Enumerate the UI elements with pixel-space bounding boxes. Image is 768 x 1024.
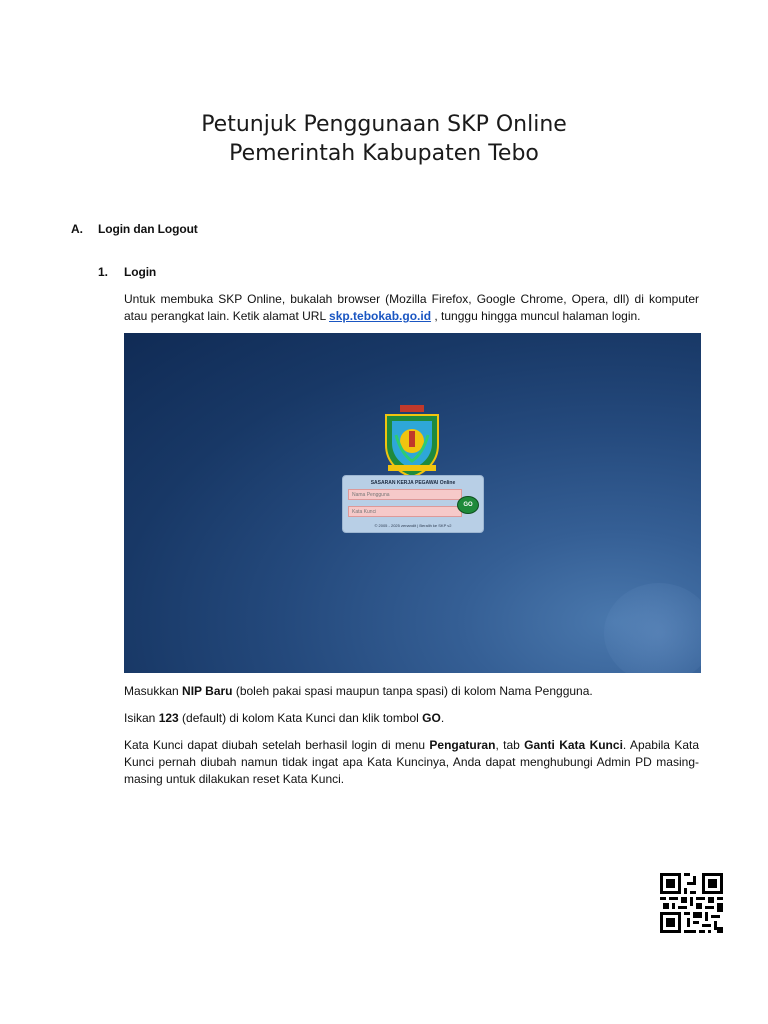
go-button: GO [457,496,479,514]
login-page-screenshot [124,333,701,673]
para2-bold-default: 123 [158,711,179,725]
subsection-1-marker: 1. [98,265,108,279]
qr-code-icon [660,873,723,933]
login-footer: © 2005 - 2025 zenandit | Beralih ke SKP v2 [374,523,452,528]
paragraph-password [124,710,699,727]
intro-text: Untuk membuka SKP Online, bukalah browser (Mozilla Firefox, Google Chrome, Opera, dll) di komputer atau perangkat lain. Ketik alamat URL [124,292,699,323]
login-form [342,475,484,533]
section-a-heading: Login dan Logout [98,222,198,236]
password-field: Kata Kunci [348,506,462,517]
background-glow [604,583,701,673]
para1-text-a: Masukkan [124,684,183,698]
paragraph-change-password [124,737,699,788]
para2-bold-go: GO [422,711,441,725]
paragraph-nip [124,683,699,700]
para3-text-e: . Apabila Kata Kunci pernah diubah namun tidak ingat apa Kata Kuncinya, Anda dapat menghubungi Admin PD masing-masing untuk dilakukan reset Kata Kunci. [124,738,700,786]
para2-text-e: . [440,711,445,725]
para3-text-a: Kata Kunci dapat diubah setelah berhasil login di menu [124,738,430,752]
login-form-title: SASARAN KERJA PEGAWAI Online [370,480,456,486]
para1-text-c: (boleh pakai spasi maupun tanpa spasi) di kolom Nama Pengguna. [232,684,593,698]
para1-bold-nip: NIP Baru [182,684,233,698]
document-title-line2: Pemerintah Kabupaten Tebo [229,141,539,166]
url-link[interactable]: skp.tebokab.go.id [329,309,432,323]
para3-bold-tab: Ganti Kata Kunci [524,738,623,752]
para2-text-a: Isikan [124,711,159,725]
intro-paragraph [124,291,699,325]
para3-bold-menu: Pengaturan [429,738,496,752]
para2-text-c: (default) di kolom Kata Kunci dan klik tombol [178,711,423,725]
para3-text-c: , tab [495,738,525,752]
section-a-marker: A. [71,222,83,236]
document-title-line1: Petunjuk Penggunaan SKP Online [201,112,567,137]
crest-icon [382,405,442,477]
intro-text-end: , tunggu hingga muncul halaman login. [431,309,641,323]
subsection-1-heading: Login [124,265,157,279]
username-field: Nama Pengguna [348,489,462,500]
